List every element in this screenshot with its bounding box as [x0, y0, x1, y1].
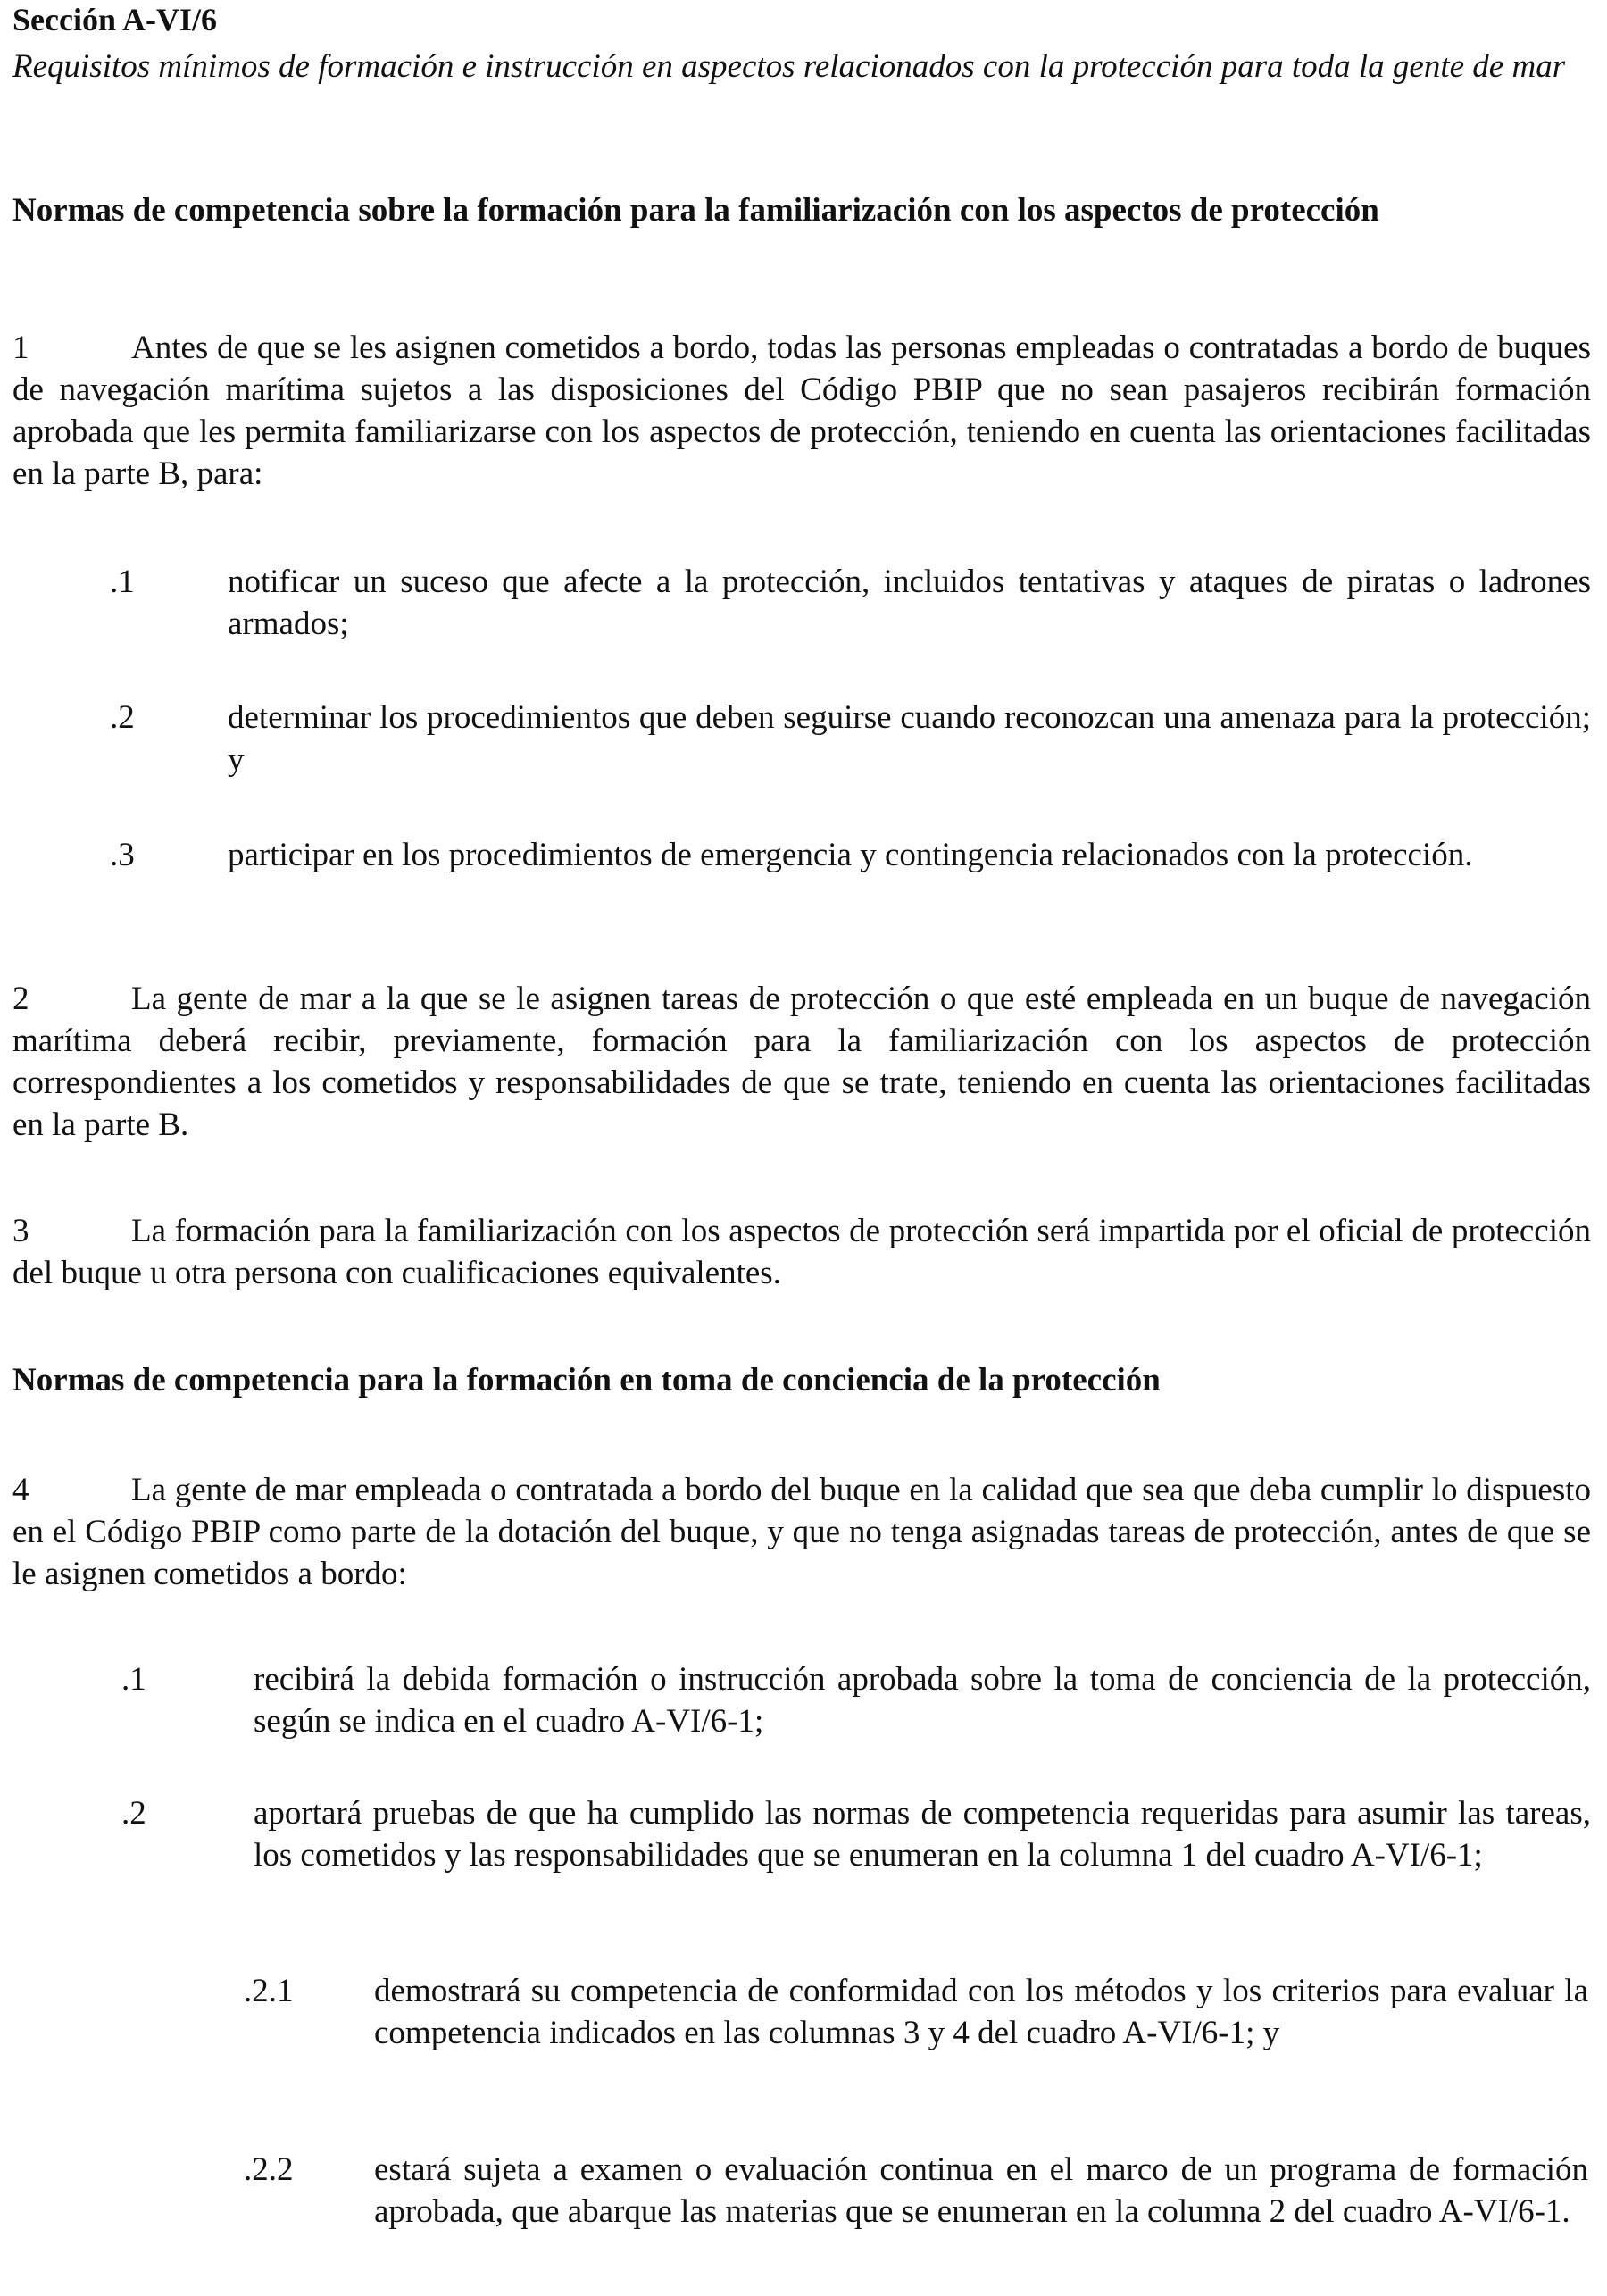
list-item-text: participar en los procedimientos de emergencia y contingencia relacionados con la protección.: [228, 837, 1473, 873]
list-item-label: .2: [121, 1795, 146, 1832]
list-item-text: aportará pruebas de que ha cumplido las normas de competencia requeridas para asumir las tareas, los cometidos y las responsabilidades que se enumeran en la columna 1 del cuadro A-VI/6-1;: [254, 1795, 1591, 1874]
sub-list-item-text: demostrará su competencia de conformidad con los métodos y los criterios para evaluar la competencia indicados en las columnas 3 y 4 del cuadro A-VI/6-1; y: [374, 1973, 1588, 2051]
paragraph-text: Antes de que se les asignen cometidos a bordo, todas las personas empleadas o contratadas a bordo de buques de navegación marítima sujetos a las disposiciones del Código PBIP que no sean pasajeros recibirán formación aprobada que les permita familiarizarse con los aspectos de protección, teniendo en cuenta las orientaciones facilitadas en la parte B, para:: [12, 330, 1591, 492]
paragraph-3: [12, 1210, 1591, 1294]
section-subtitle: Requisitos mínimos de formación e instrucción en aspectos relacionados con la protección para toda la gente de mar: [12, 48, 1566, 85]
paragraph-number: 2: [12, 981, 29, 1017]
paragraph-text: La formación para la familiarización con los aspectos de protección será impartida por el oficial de protección del buque u otra persona con cualificaciones equivalentes.: [12, 1213, 1591, 1291]
paragraph-text: La gente de mar a la que se le asignen tareas de protección o que esté empleada en un buque de navegación marítima deberá recibir, previamente, formación para la familiarización con los aspectos de protección correspondientes a los cometidos y responsabilidades de que se trate, teniendo en cuenta las orientaciones facilitadas en la parte B.: [12, 981, 1591, 1143]
paragraph-number: 4: [12, 1472, 29, 1508]
paragraph-text: La gente de mar empleada o contratada a bordo del buque en la calidad que sea que deba cumplir lo dispuesto en el Código PBIP como parte de la dotación del buque, y que no tenga asignadas tareas de protección, antes de que se le asignen cometidos a bordo:: [12, 1472, 1591, 1592]
paragraph-number: 1: [12, 330, 29, 366]
list-item-text: notificar un suceso que afecte a la protección, incluidos tentativas y ataques de piratas o ladrones armados;: [228, 564, 1591, 642]
paragraph-4: [12, 1469, 1591, 1595]
section-id: Sección A-VI/6: [12, 2, 217, 38]
list-item-label: .3: [110, 837, 135, 873]
sub-list-item-text: estará sujeta a examen o evaluación continua en el marco de un programa de formación aprobada, que abarque las materias que se enumeran en la columna 2 del cuadro A-VI/6-1.: [374, 2151, 1588, 2230]
list-item-label: .1: [110, 564, 135, 600]
list-item-label: .1: [121, 1661, 146, 1698]
heading-familiarization: Normas de competencia sobre la formación para la familiarización con los aspectos de protección: [12, 192, 1379, 229]
sub-list-item-label: .2.1: [244, 1973, 294, 2009]
list-item-label: .2: [110, 699, 135, 736]
paragraph-number: 3: [12, 1213, 29, 1249]
list-item-text: recibirá la debida formación o instrucción aprobada sobre la toma de conciencia de la protección, según se indica en el cuadro A-VI/6-1;: [254, 1661, 1591, 1740]
sub-list-item-label: .2.2: [244, 2151, 294, 2188]
paragraph-2: [12, 978, 1591, 1146]
paragraph-1: [12, 327, 1591, 495]
heading-awareness: Normas de competencia para la formación en toma de conciencia de la protección: [12, 1362, 1161, 1398]
list-item-text: determinar los procedimientos que deben seguirse cuando reconozcan una amenaza para la protección; y: [228, 699, 1591, 778]
document-page: [12, 0, 1593, 2296]
